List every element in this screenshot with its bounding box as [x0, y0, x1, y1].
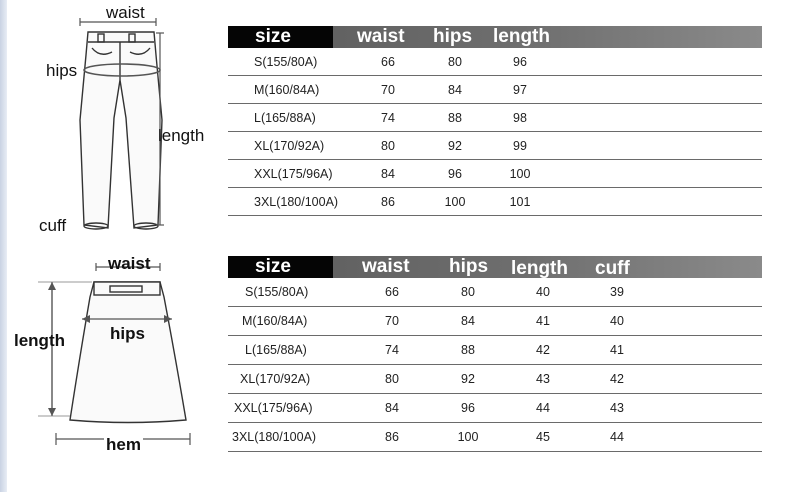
- table-row: [228, 160, 762, 188]
- waist-cell: 70: [385, 314, 399, 328]
- hips-cell: 84: [461, 314, 475, 328]
- skirt-hips-label: hips: [110, 324, 145, 343]
- skirt-length-label: length: [14, 331, 65, 350]
- pants-header-waist: waist: [357, 26, 405, 47]
- cuff-cell: 44: [610, 430, 624, 444]
- hips-cell: 80: [448, 55, 462, 69]
- table-row: [228, 336, 762, 365]
- skirt-header-cuff: cuff: [595, 258, 630, 279]
- size-cell: S(155/80A): [254, 55, 318, 69]
- cuff-cell: 40: [610, 314, 624, 328]
- size-cell: L(165/88A): [245, 343, 307, 357]
- length-cell: 40: [536, 285, 550, 299]
- table-row: [228, 104, 762, 132]
- table-row: [228, 365, 762, 394]
- waist-cell: 84: [381, 167, 395, 181]
- table-row: [228, 48, 762, 76]
- waist-cell: 66: [385, 285, 399, 299]
- skirt-header-waist: waist: [362, 256, 410, 277]
- skirt-diagram: [0, 245, 215, 490]
- length-cell: 43: [536, 372, 550, 386]
- cuff-cell: 42: [610, 372, 624, 386]
- skirt-size-table: [228, 256, 762, 452]
- table-row: [228, 394, 762, 423]
- length-cell: 41: [536, 314, 550, 328]
- pants-waist-label: waist: [106, 3, 145, 22]
- skirt-table-header: [228, 256, 762, 278]
- hips-cell: 84: [448, 83, 462, 97]
- skirt-header-hips: hips: [449, 256, 489, 277]
- hips-cell: 92: [461, 372, 475, 386]
- pants-header-hips: hips: [433, 26, 473, 47]
- hips-cell: 88: [448, 111, 462, 125]
- waist-cell: 84: [385, 401, 399, 415]
- pants-hips-label: hips: [46, 61, 78, 80]
- hips-cell: 96: [461, 401, 475, 415]
- table-row: [228, 307, 762, 336]
- waist-cell: 86: [381, 195, 395, 209]
- waist-cell: 74: [381, 111, 395, 125]
- length-cell: 42: [536, 343, 550, 357]
- table-row: [228, 132, 762, 160]
- length-cell: 44: [536, 401, 550, 415]
- hips-cell: 88: [461, 343, 475, 357]
- waist-cell: 80: [385, 372, 399, 386]
- skirt-waist-label: waist: [108, 254, 151, 273]
- pants-size-table: [228, 26, 762, 216]
- cuff-cell: 41: [610, 343, 624, 357]
- size-cell: S(155/80A): [245, 285, 309, 299]
- size-cell: M(160/84A): [254, 83, 320, 97]
- skirt-header-length: length: [511, 258, 568, 279]
- table-row: [228, 423, 762, 452]
- hips-cell: 100: [444, 195, 466, 209]
- pants-drawing: [0, 0, 215, 245]
- waist-cell: 70: [381, 83, 395, 97]
- size-cell: XXL(175/96A): [254, 167, 333, 181]
- pants-cuff-label: cuff: [39, 216, 67, 235]
- size-cell: 3XL(180/100A): [254, 195, 339, 209]
- size-cell: XL(170/92A): [254, 139, 325, 153]
- length-cell: 100: [509, 167, 531, 181]
- length-cell: 99: [513, 139, 527, 153]
- hips-cell: 100: [457, 430, 479, 444]
- length-cell: 45: [536, 430, 550, 444]
- cuff-cell: 43: [610, 401, 624, 415]
- waist-cell: 80: [381, 139, 395, 153]
- table-row: [228, 76, 762, 104]
- hips-cell: 92: [448, 139, 462, 153]
- length-cell: 98: [513, 111, 527, 125]
- hips-cell: 96: [448, 167, 462, 181]
- waist-cell: 86: [385, 430, 399, 444]
- length-cell: 97: [513, 83, 527, 97]
- pants-header-size: size: [255, 26, 291, 47]
- size-cell: XXL(175/96A): [234, 401, 313, 415]
- skirt-header-size: size: [255, 256, 291, 277]
- size-cell: M(160/84A): [242, 314, 308, 328]
- size-cell: 3XL(180/100A): [232, 430, 317, 444]
- size-cell: XL(170/92A): [240, 372, 311, 386]
- length-cell: 96: [513, 55, 527, 69]
- size-cell: L(165/88A): [254, 111, 316, 125]
- pants-length-label: length: [158, 126, 205, 145]
- table-row: [228, 188, 762, 216]
- pants-header-length: length: [493, 26, 550, 47]
- hips-cell: 80: [461, 285, 475, 299]
- waist-cell: 74: [385, 343, 399, 357]
- length-cell: 101: [509, 195, 531, 209]
- pants-table-header: [228, 26, 762, 48]
- waist-cell: 66: [381, 55, 395, 69]
- cuff-cell: 39: [610, 285, 624, 299]
- skirt-hem-label: hem: [106, 435, 141, 454]
- pants-diagram: [0, 0, 215, 245]
- table-row: [228, 278, 762, 307]
